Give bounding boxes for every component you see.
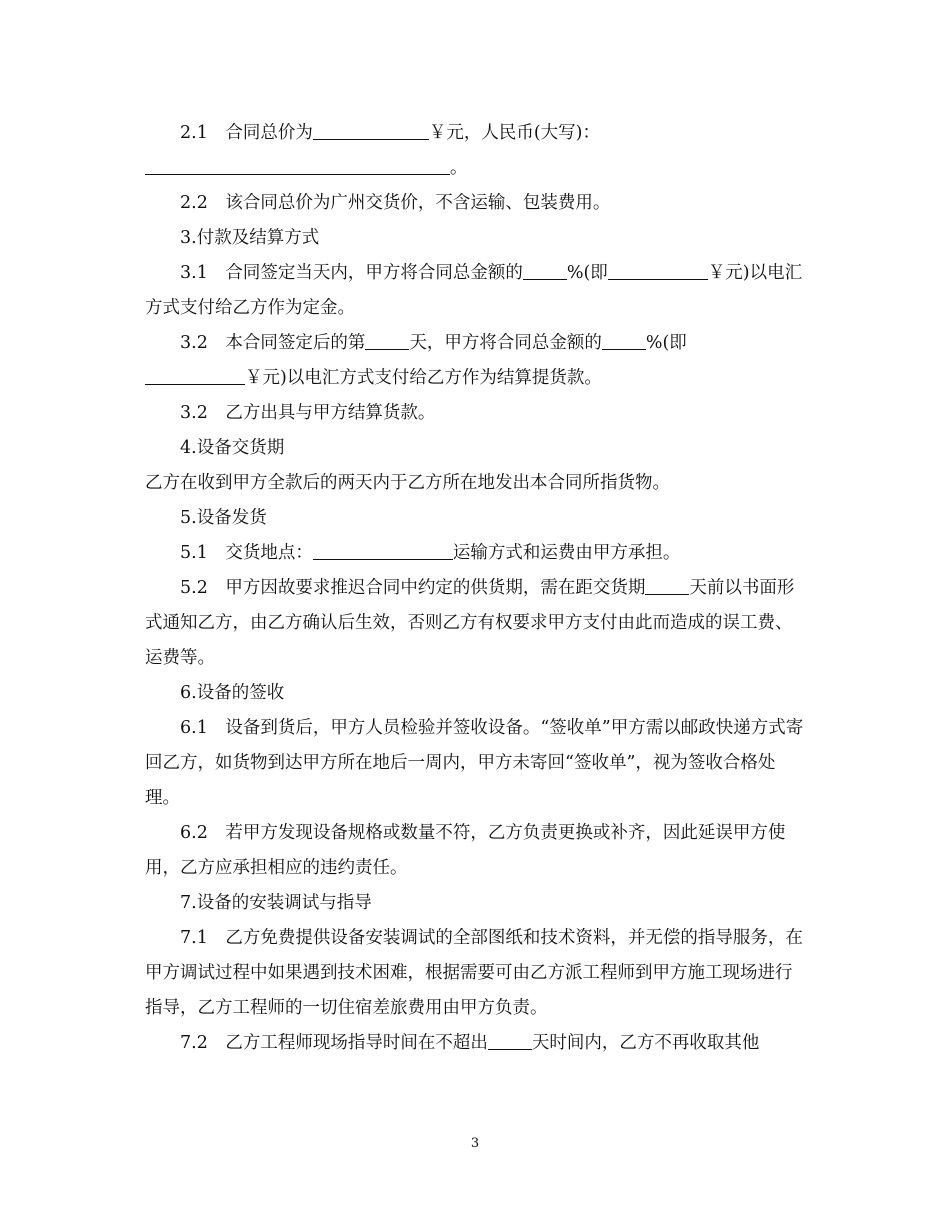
paragraph-text: 7.1 乙方免费提供设备安装调试的全部图纸和技术资料，并无偿的指导服务，在甲方调试过程中如果遇到技术困难，根据需要可由乙方派工程师到甲方施工现场进行指导，乙方工程师的一切住宿差旅费用由甲方负责。 (145, 928, 803, 1018)
paragraph-text: 2.2 该合同总价为广州交货价，不含运输、包装费用。 (180, 193, 611, 213)
paragraph-p2-1a (145, 116, 805, 151)
fill-in-blank (145, 152, 450, 175)
paragraph-p7-1 (145, 921, 805, 1026)
paragraph-h5 (145, 501, 805, 536)
paragraph-p3-2b (145, 361, 805, 396)
fill-in-blank (488, 1027, 532, 1050)
fill-in-blank (313, 117, 429, 140)
paragraph-p2-2 (145, 186, 805, 221)
paragraph-text: 6.2 若甲方发现设备规格或数量不符，乙方负责更换或补齐，因此延误甲方使用，乙方应承担相应的违约责任。 (145, 823, 786, 878)
paragraph-p6-1 (145, 711, 805, 816)
fill-in-blank (523, 257, 567, 280)
paragraph-h4 (145, 431, 805, 466)
paragraph-p3-2a (145, 326, 805, 361)
paragraph-text: 天，甲方将合同总金额的 (409, 333, 602, 353)
paragraph-text: 天时间内，乙方不再收取其他 (531, 1033, 760, 1053)
paragraph-p3-3 (145, 396, 805, 431)
paragraph-text: 5.2 甲方因故要求推迟合同中约定的供货期，需在距交货期 (180, 578, 646, 598)
fill-in-blank (602, 327, 646, 350)
fill-in-blank (365, 327, 409, 350)
paragraph-p7-2 (145, 1026, 805, 1061)
paragraph-text: ￥元)以电汇方式支付给乙方作为结算提货款。 (245, 368, 602, 388)
paragraph-text: 3.1 合同签定当天内，甲方将合同总金额的 (180, 263, 523, 283)
paragraph-text: %(即 (645, 333, 687, 353)
paragraph-p3-1 (145, 256, 805, 326)
paragraph-text: 4.设备交货期 (180, 438, 285, 458)
paragraph-h7 (145, 886, 805, 921)
paragraph-p5-1 (145, 536, 805, 571)
paragraph-text: 3.付款及结算方式 (180, 228, 320, 248)
paragraph-text: 2.1 合同总价为 (180, 123, 313, 143)
paragraph-text: 7.2 乙方工程师现场指导时间在不超出 (180, 1033, 488, 1053)
document-body (145, 116, 805, 1061)
paragraph-text: 5.1 交货地点： (180, 543, 313, 563)
paragraph-text: 运输方式和运费由甲方承担。 (452, 543, 681, 563)
paragraph-text: 。 (450, 158, 468, 178)
fill-in-blank (313, 537, 453, 560)
paragraph-p4 (145, 466, 805, 501)
fill-in-blank (608, 257, 708, 280)
page-number: 3 (470, 1136, 480, 1151)
fill-in-blank (645, 572, 689, 595)
fill-in-blank (145, 362, 245, 385)
paragraph-text: 6.1 设备到货后，甲方人员检验并签收设备。“签收单”甲方需以邮政快递方式寄回乙方，如货物到达甲方所在地后一周内，甲方未寄回“签收单”，视为签收合格处理。 (145, 718, 804, 808)
paragraph-h6 (145, 676, 805, 711)
paragraph-h3 (145, 221, 805, 256)
paragraph-text: 3.2 本合同签定后的第 (180, 333, 366, 353)
paragraph-p5-2 (145, 571, 805, 676)
paragraph-text: ￥元)以电汇方式支付给乙方作为定金。 (145, 263, 803, 318)
paragraph-text: 6.设备的签收 (180, 683, 285, 703)
paragraph-text: %(即 (566, 263, 608, 283)
paragraph-text: 乙方在收到甲方全款后的两天内于乙方所在地发出本合同所指货物。 (145, 473, 670, 493)
paragraph-text: ￥元，人民币(大写)： (428, 123, 600, 143)
paragraph-text: 7.设备的安装调试与指导 (180, 893, 372, 913)
paragraph-p6-2 (145, 816, 805, 886)
paragraph-text: 3.2 乙方出具与甲方结算货款。 (180, 403, 436, 423)
paragraph-text: 5.设备发货 (180, 508, 267, 528)
paragraph-text: 天前以书面形式通知乙方，由乙方确认后生效，否则乙方有权要求甲方支付由此而造成的误工费、运费等。 (145, 578, 795, 668)
paragraph-p2-1b (145, 151, 805, 186)
